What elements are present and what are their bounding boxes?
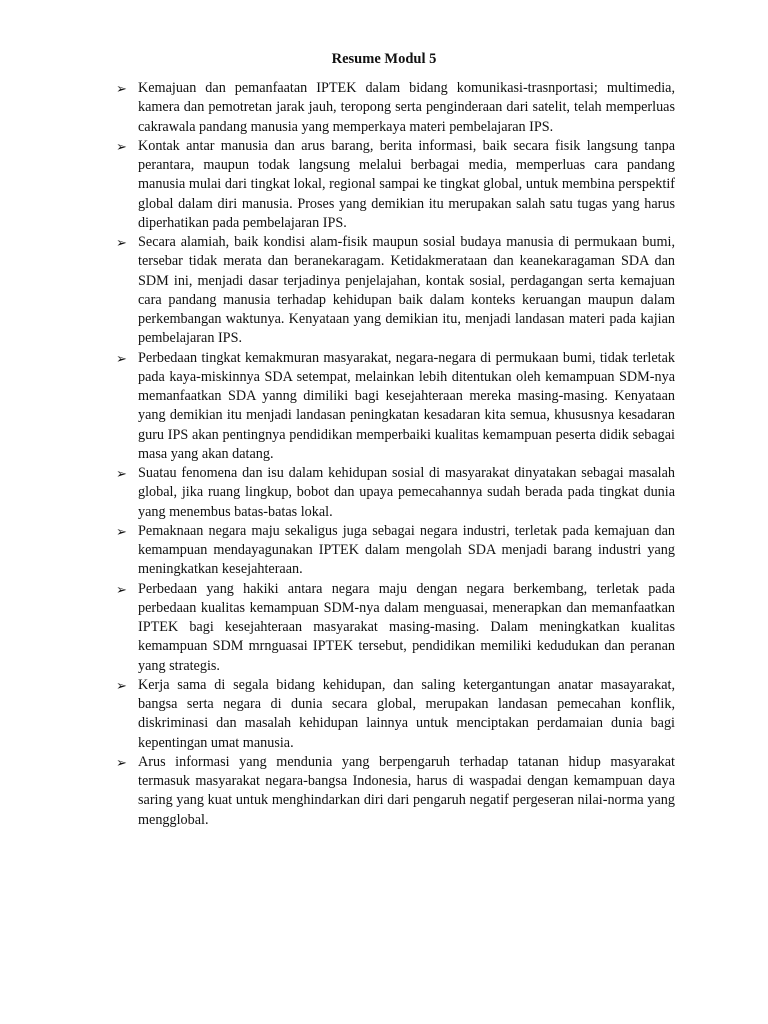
arrow-bullet-icon: ➢ bbox=[116, 523, 127, 539]
arrow-bullet-icon: ➢ bbox=[116, 754, 127, 770]
document-title: Resume Modul 5 bbox=[331, 51, 437, 67]
list-item bbox=[116, 464, 675, 522]
list-item-text: Pemaknaan negara maju sekaligus juga sebagai negara industri, terletak pada kemajuan dan kemampuan mendayagunakan IPTEK dalam mengolah SDA menjadi barang industri yang meningkatkan kesejahteraan. bbox=[138, 522, 675, 578]
list-item bbox=[116, 580, 675, 676]
arrow-bullet-icon: ➢ bbox=[116, 677, 127, 693]
list-item bbox=[116, 522, 675, 580]
list-item-text: Secara alamiah, baik kondisi alam-fisik maupun sosial budaya manusia di permukaan bumi, tersebar tidak merata dan beranekaragam. Ketidakmerataan dan keanekaragaman SDA dan SDM ini, menjadi dasar terjadinya penjelajahan, kontak sosial, perdagangan serta kemajuan cara pandang manusia terhadap kehidupan baik dalam konteks keruangan maupun dalam perkembangan waktunya. Kenyataan yang demikian itu, menjadi landasan materi pada kajian pembelajaran IPS. bbox=[138, 234, 675, 347]
list-item bbox=[116, 753, 675, 830]
arrow-bullet-icon: ➢ bbox=[116, 138, 127, 154]
list-item bbox=[116, 349, 675, 465]
arrow-bullet-icon: ➢ bbox=[116, 81, 127, 96]
list-item-text: Perbedaan yang hakiki antara negara maju dengan negara berkembang, terletak pada perbedaan kualitas kemampuan SDM-nya dalam menguasai, menerapkan dan memanfaatkan IPTEK bagi kesejahteraan masyarakat masing-masing. Dalam meningkatkan kualitas kemampuan SDM mrnguasai IPTEK tersebut, pendidikan memiliki kedudukan dan peranan yang strategis. bbox=[138, 580, 675, 674]
list-item bbox=[116, 676, 675, 753]
arrow-bullet-icon: ➢ bbox=[116, 235, 127, 250]
list-item bbox=[116, 137, 675, 233]
list-item-text: Kerja sama di segala bidang kehidupan, dan saling ketergantungan anatar masayarakat, bangsa serta negara di dunia secara global, merupakan landasan pemecahan konflik, diskriminasi dan masalah kehidupan lainnya untuk menciptakan perdamaian dunia bagi kepentingan umat manusia. bbox=[138, 676, 675, 751]
list-item bbox=[116, 79, 675, 137]
list-item bbox=[116, 233, 675, 349]
list-item-text: Suatau fenomena dan isu dalam kehidupan sosial di masyarakat dinyatakan sebagai masalah global, jika ruang lingkup, bobot dan upaya pemecahannya sudah berada pada tingkat dunia yang menembus batas-batas lokal. bbox=[138, 465, 675, 520]
arrow-bullet-icon: ➢ bbox=[116, 466, 127, 481]
arrow-bullet-icon: ➢ bbox=[116, 350, 127, 366]
list-item-text: Arus informasi yang mendunia yang berpengaruh terhadap tatanan hidup masyarakat termasuk masyarakat negara-bangsa Indonesia, harus di waspadai dengan kemampuan daya saring yang kuat untuk menghindarkan diri dari pengaruh negatif pergeseran nilai-norma yang mengglobal. bbox=[138, 753, 675, 828]
list-item-text: Perbedaan tingkat kemakmuran masyarakat, negara-negara di permukaan bumi, tidak terletak pada kaya-miskinnya SDA setempat, melainkan lebih ditentukan oleh kemampuan SDM-nya memanfaatkan SDA yanng dimiliki bagi kesejahteraan mereka masing-masing. Kenyataan yang demikian itu menjadi landasan peningkatan kesadaran kita semua, khususnya kesadaran guru IPS akan pentingnya pendidikan memperbaiki kualitas kemampuan peserta didik sebagai masa yang akan datang. bbox=[138, 349, 675, 462]
list-item-text: Kontak antar manusia dan arus barang, berita informasi, baik secara fisik langsung tanpa perantara, maupun todak langsung melalui berbagai media, memperluas cara pandang manusia mulai dari tingkat lokal, regional sampai ke tingkat global, untuk membina perspektif global dalam diri manusia. Proses yang demikian itu merupakan salah satu tugas yang harus diperhatikan pada pembelajaran IPS. bbox=[138, 137, 675, 231]
arrow-bullet-icon: ➢ bbox=[116, 581, 127, 597]
list-item-text: Kemajuan dan pemanfaatan IPTEK dalam bidang komunikasi-trasnportasi; multimedia, kamera dan pemotretan jarak jauh, teropong serta penginderaan dari satelit, telah memperluas cakrawala pandang manusia yang memperkaya materi pembelajaran IPS. bbox=[138, 80, 675, 135]
bullet-list bbox=[116, 79, 675, 830]
